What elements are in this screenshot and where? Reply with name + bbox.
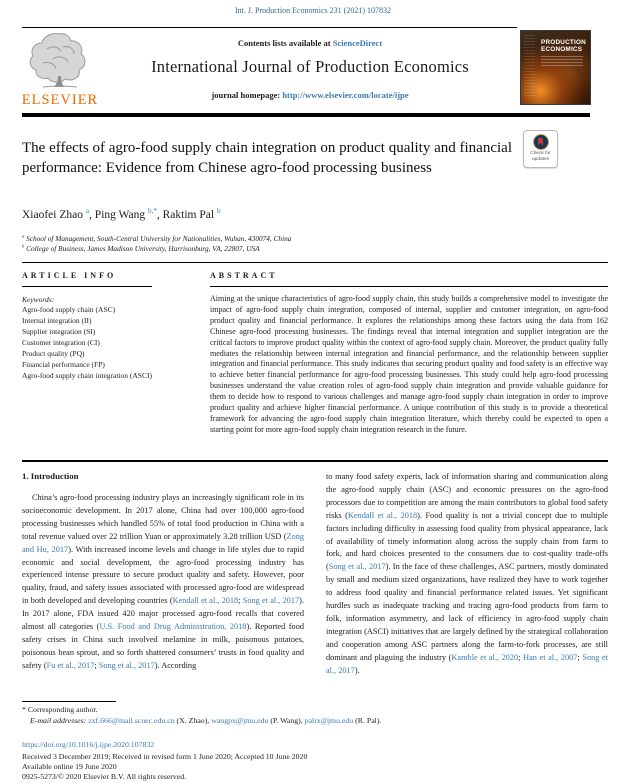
keyword-item: Supplier integration (SI) — [22, 327, 96, 336]
article-info-heading: ARTICLE INFO — [22, 271, 117, 280]
sciencedirect-link[interactable]: ScienceDirect — [332, 38, 383, 48]
citation-link[interactable]: Song et al., 2017 — [326, 652, 608, 675]
text-segment: School of Management, South-Central University for Nationalities, Wuhan, 430074, China — [24, 234, 292, 243]
text-segment: , — [156, 209, 163, 221]
body-column-left — [22, 471, 304, 673]
text-segment: (P. Wang), — [268, 715, 305, 725]
journal-header — [104, 30, 516, 100]
doi-link[interactable]: https://doi.org/10.1016/j.ijpe.2020.107832 — [22, 740, 155, 749]
text-segment: ). In 2017 alone, FDA issued 420 major processed agro-food recalls that covered almost all categories ( — [22, 596, 305, 632]
introduction-heading: 1. Introduction — [22, 471, 79, 481]
citation-link[interactable]: Fu et al., 2017 — [46, 660, 95, 670]
abstract-text: Aiming at the unique characteristics of agro-food supply chain, this study builds a comprehensive model to investigate the impact of agro-food supply chain integration, composed of internal, supplier and customer integration, on agro-food product quality and financial performance. It explores the relationships among these factors using the data from 162 Chinese agro-food processing businesses. The findings reveal that internal integration and supplier integration are the critical factors to improve product quality within the context of agro-food supply chain. Moreover, the product quality fully mediates the relationship between internal integration and financial performance, and the relationship between supplier integration and financial performance. This study indicates that securing product quality and food safety is an effective way to achieve better financial performance for agro-food processing businesses. This study could help agro-food processing businesses understand the value creation roles of agro-food supply chain integration and provide valuable guidance for them to decide how to respond to various challenges and manage agro-food supply chain integration in order to improve product quality and achieve higher financial performance. A unique contribution of this study is to provide a theoretical framework for advancing the agro-food supply chain integration literature, which thereby could be expected to open a starting point for more agro-food supply chain integration research in the future. — [210, 294, 608, 434]
homepage-line — [104, 90, 516, 100]
article-title: The effects of agro-food supply chain integration on product quality and financial performance: Evidence from Chinese agro-food processing business — [22, 140, 512, 176]
text-segment: China’s agro-food processing industry plays an increasingly significant role in its socioeconomic development. In 2017 alone, China had over 100,000 agro-food processing businesses which handled 55% of total food production in China with a total revenue valued over 22 trillion Yuan or approximately 3.28 trillion USD ( — [22, 493, 304, 541]
email-link-zhao[interactable]: zxf.666@mail.scuec.edu.cn — [88, 715, 175, 725]
journal-title: International Journal of Production Economics — [151, 57, 469, 76]
abstract-heading: ABSTRACT — [210, 271, 278, 280]
abstract-rule — [210, 286, 608, 287]
text-segment: ). Reported food safety crises in China such involved melamine in milk, poisonous potatoes, poisonous bean sprout, and so forth shattered consumers’ trusts in food quality and safety ( — [22, 622, 304, 670]
citation-link[interactable]: Han et al., 2007 — [523, 652, 578, 662]
author-affil-sup[interactable]: b,* — [147, 207, 157, 216]
article-info-rule — [22, 286, 152, 287]
article-info-column — [22, 271, 180, 381]
author-name: Ping Wang — [94, 209, 148, 221]
text-segment: ; — [94, 660, 99, 670]
email-addresses-line — [22, 716, 604, 727]
text-segment: , — [89, 209, 95, 221]
text-segment: ; — [518, 652, 524, 662]
author-affil-sup[interactable]: b — [216, 207, 221, 216]
check-for-updates-badge[interactable] — [523, 130, 558, 168]
text-segment: ). In the face of these challenges, ASC partners, mostly dominated by small and medium sized organizations, have realized they have to work together to address food quality and financial performance related issues. Yet significant hurdles such as inadequate tracking and tracing agro-food products from farm to folk, information asymmetry, and lack of efficiency in agro-food supply chain integration (ASCI) initiatives that are largely defined by the strategical collaboration and cooperation among ASC partners along the farm-to-fork processes, are still dominant and plaguing the industry ( — [326, 562, 608, 662]
keyword-item: Agro-food supply chain (ASC) — [22, 305, 116, 314]
text-segment: ; — [238, 596, 243, 606]
body-column-right — [326, 471, 608, 678]
citation-link[interactable]: Song et al., 2017 — [242, 596, 300, 606]
homepage-url-link[interactable]: http://www.elsevier.com/locate/ijpe — [282, 90, 409, 100]
text-segment: to many food safety experts, lack of information sharing and communication along the agro-food supply chain (ASC) and economic pressures on the agro-food processors due to competition are among the main contributors to global food safety risks ( — [326, 472, 608, 520]
text-segment: ). According — [154, 660, 197, 670]
citation-link[interactable]: Kendall et al., 2018 — [347, 510, 418, 520]
author-affil-sup[interactable]: a — [85, 207, 90, 216]
intro-paragraph-right — [326, 471, 608, 678]
available-online: Available online 19 June 2020 — [22, 762, 117, 771]
contents-prefix: Contents lists available at — [237, 38, 333, 48]
keywords-label: Keywords: — [22, 295, 55, 304]
journal-cover-thumbnail[interactable] — [520, 30, 591, 105]
contents-line — [104, 38, 516, 48]
text-segment: ). With increased income levels and change in life styles due to rapid economic and social development, the agro-food processing industry has experienced intense pressure to secure product quality and safety. However, poor quality, fraud, and safety issues associated with processed agro-food are widespread in both developed and developing countries ( — [22, 544, 305, 606]
citation-link[interactable]: Kamble et al., 2020 — [451, 652, 519, 662]
keyword-item: Agro-food supply chain integration (ASCI) — [22, 371, 152, 380]
text-segment: ). Food quality is not a trivial concept due to multiple factors including difficulty in assessing food quality from physical appearance, lack of availability of timely information along across the supply chain from farm to fork, and hard choices presented to the consumers due to cost-quality trade-offs ( — [326, 510, 608, 572]
footnote — [22, 705, 604, 726]
text-segment: College of Business, James Madison University, Harrisonburg, VA, 22807, USA — [24, 244, 260, 253]
affiliations — [22, 234, 582, 254]
affiliation-a — [22, 234, 582, 244]
homepage-prefix: journal homepage: — [211, 90, 283, 100]
text-segment: (R. Pal). — [353, 715, 382, 725]
cover-title-line2: ECONOMICS — [541, 46, 583, 54]
keyword-item: Internal integration (II) — [22, 316, 92, 325]
email-link-pal[interactable]: palrx@jmu.edu — [304, 715, 354, 725]
citation-link[interactable]: Zong and Hu, 2017 — [22, 531, 304, 554]
cover-article-lines-art — [541, 56, 583, 68]
cover-spine-art — [524, 35, 535, 97]
bookmark-icon — [538, 138, 544, 147]
cover-title — [541, 39, 586, 53]
elsevier-logo[interactable] — [16, 31, 104, 113]
info-section-top-rule — [22, 262, 608, 263]
availability-copyright — [22, 762, 186, 781]
header-top-rule — [22, 27, 517, 28]
body-section-rule — [22, 460, 608, 462]
citation-link[interactable]: Song et al., 2017 — [328, 562, 386, 572]
citation-link[interactable]: U.S. Food and Drug Administration, 2018 — [99, 622, 247, 632]
author-name: Xiaofei Zhao — [22, 209, 86, 221]
text-segment: a — [22, 233, 25, 239]
text-segment: E-mail addresses: — [30, 715, 89, 725]
keyword-item: Customer integration (CI) — [22, 338, 100, 347]
text-segment: b — [22, 243, 25, 249]
footnote-rule — [22, 701, 116, 702]
check-updates-icon — [533, 134, 549, 150]
running-head: Int. J. Production Economics 231 (2021) 107832 — [235, 6, 391, 15]
elsevier-tree-icon — [25, 31, 95, 89]
text-segment: ). — [354, 665, 360, 675]
check-updates-label: Check for updates — [530, 151, 551, 162]
citation-link[interactable]: Kendall et al., 2018 — [172, 596, 239, 606]
cover-title-line1: PRODUCTION — [541, 39, 586, 46]
authors-line — [22, 209, 582, 221]
text-segment: (X. Zhao), — [174, 715, 212, 725]
intro-paragraph-left — [22, 492, 304, 673]
author-name: Raktim Pal — [162, 209, 217, 221]
keyword-item: Product quality (PQ) — [22, 349, 85, 358]
keyword-item: Financial performance (FP) — [22, 360, 105, 369]
affiliation-b — [22, 244, 582, 254]
received-dates: Received 3 December 2019; Received in revised form 1 June 2020; Accepted 10 June 2020 — [22, 752, 308, 761]
abstract-column — [210, 271, 608, 436]
email-link-wang[interactable]: wangpx@jmu.edu — [211, 715, 269, 725]
citation-link[interactable]: Song et al., 2017 — [98, 660, 155, 670]
header-bottom-rule — [22, 113, 590, 117]
copyright-line: 0925-5273/© 2020 Elsevier B.V. All rights reserved. — [22, 771, 187, 781]
corresponding-author-note: * Corresponding author. — [22, 705, 98, 714]
text-segment: ; — [577, 652, 583, 662]
elsevier-wordmark: ELSEVIER — [21, 92, 99, 108]
